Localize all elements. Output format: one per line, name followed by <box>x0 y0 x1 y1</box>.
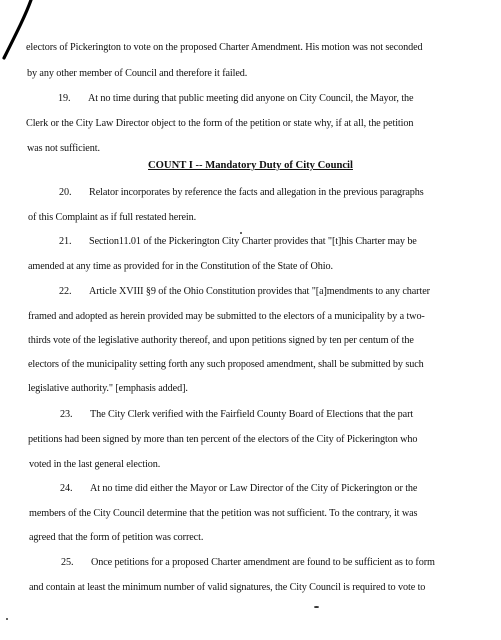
paragraph-line: by any other member of Council and therefore it failed. <box>27 68 248 79</box>
paragraph-19-first-line <box>58 93 413 105</box>
paragraph-line: and contain at least the minimum number of valid signatures, the City Council is required to vote to <box>29 582 426 593</box>
scan-speck <box>314 606 319 608</box>
paragraph-line: framed and adopted as herein provided may be submitted to the electors of a municipality by a two- <box>28 311 425 322</box>
paragraph-number: 22. <box>59 286 72 297</box>
paragraph-text: Article XVIII §9 of the Ohio Constitution provides that "[a]mendments to any charter <box>89 286 430 297</box>
paragraph-22-first-line <box>59 286 430 298</box>
paragraph-number: 20. <box>59 187 72 198</box>
paragraph-text: Section11.01 of the Pickerington City Charter provides that "[t]his Charter may be <box>89 236 417 247</box>
paragraph-text: At no time during that public meeting did anyone on City Council, the Mayor, the <box>88 93 414 104</box>
paragraph-number: 19. <box>58 93 71 104</box>
paragraph-line: petitions had been signed by more than ten percent of the electors of the City of Pickerington who <box>28 434 418 445</box>
paragraph-25-first-line <box>61 557 435 569</box>
paragraph-line: members of the City Council determine that the petition was not sufficient. To the contrary, it was <box>29 508 418 519</box>
paragraph-number: 23. <box>60 409 73 420</box>
scan-speck <box>240 232 242 234</box>
paragraph-21-first-line <box>59 236 417 248</box>
scan-speck <box>6 618 8 620</box>
paragraph-number: 24. <box>60 483 73 494</box>
paragraph-line: was not sufficient. <box>27 143 100 154</box>
paragraph-line: thirds vote of the legislative authority thereof, and upon petitions signed by ten per centum of the <box>28 335 414 346</box>
paragraph-line: of this Complaint as if full restated herein. <box>28 212 197 223</box>
paragraph-text: The City Clerk verified with the Fairfield County Board of Elections that the part <box>90 409 414 420</box>
paragraph-number: 21. <box>59 236 72 247</box>
paragraph-line: electors of Pickerington to vote on the proposed Charter Amendment. His motion was not seconded <box>26 42 423 53</box>
paragraph-text: Once petitions for a proposed Charter amendment are found to be sufficient as to form <box>91 557 435 568</box>
paragraph-line: amended at any time as provided for in the Constitution of the State of Ohio. <box>28 261 333 272</box>
paragraph-line: voted in the last general election. <box>29 459 161 470</box>
paragraph-line: agreed that the form of petition was correct. <box>29 532 204 543</box>
paragraph-text: At no time did either the Mayor or Law Director of the City of Pickerington or the <box>90 483 418 494</box>
paragraph-23-first-line <box>60 409 413 421</box>
paragraph-line: legislative authority." [emphasis added]. <box>28 383 188 394</box>
paragraph-line: Clerk or the City Law Director object to the form of the petition or state why, if at all, the petition <box>26 118 414 129</box>
paragraph-20-first-line <box>59 187 424 199</box>
paragraph-24-first-line <box>60 483 417 495</box>
section-heading: COUNT I -- Mandatory Duty of City Council <box>148 160 353 171</box>
paragraph-line: electors of the municipality setting forth any such proposed amendment, shall be submitted by such <box>28 359 424 370</box>
paragraph-text: Relator incorporates by reference the facts and allegation in the previous paragraphs <box>89 187 424 198</box>
paragraph-number: 25. <box>61 557 74 568</box>
pen-mark <box>0 0 40 70</box>
